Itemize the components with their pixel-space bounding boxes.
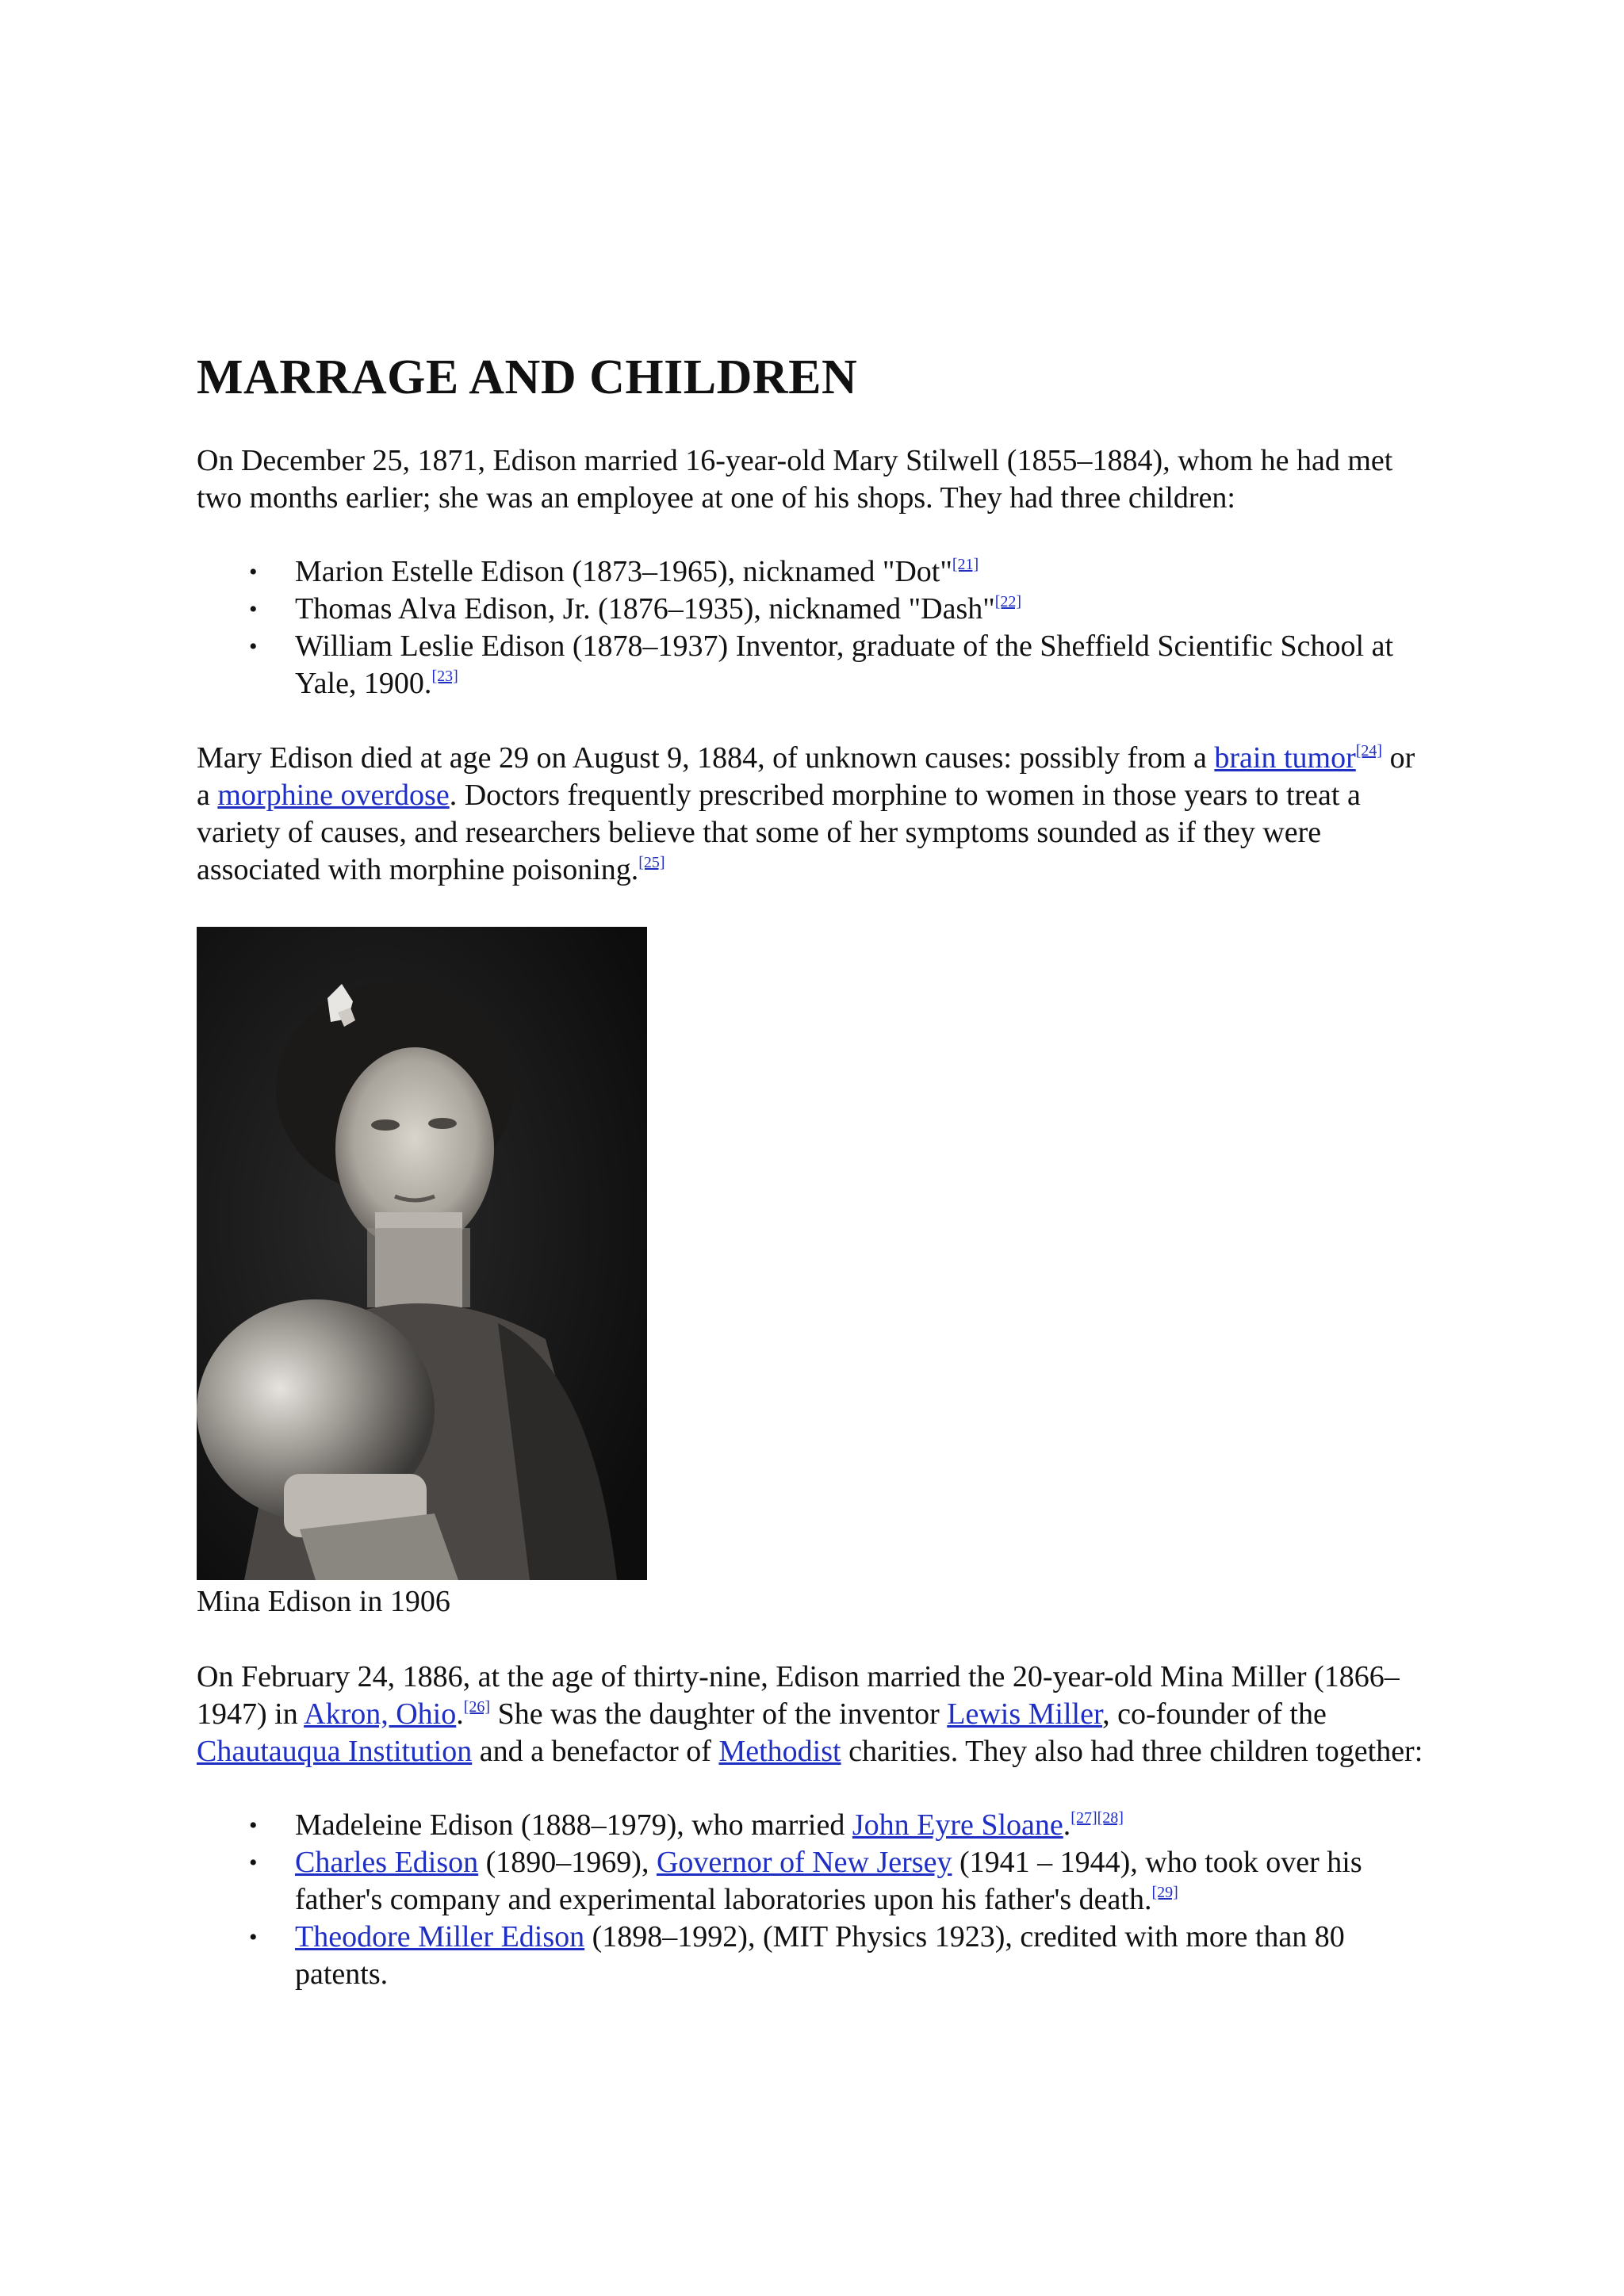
bullet-icon: •: [249, 596, 258, 622]
citation-ref[interactable]: [1151, 1884, 1178, 1901]
text-run: On February 24, 1886, at the age of thirty-nine, Edison married the 20-year-old Mina Miller (1866–1947) in: [197, 1660, 1400, 1731]
bullet-icon: •: [249, 1850, 258, 1876]
citation-link[interactable]: [22]: [994, 593, 1022, 610]
link-charles-edison[interactable]: Charles Edison: [295, 1846, 479, 1879]
text-run: charities. They also had three children together:: [841, 1735, 1423, 1768]
text-run: , co-founder of the: [1102, 1697, 1327, 1731]
citation-ref[interactable]: [952, 556, 979, 573]
citation-link[interactable]: [29]: [1151, 1884, 1178, 1901]
text-run: and a benefactor of: [472, 1735, 719, 1768]
list-item: [197, 1919, 1434, 1993]
paragraph-first-marriage: On December 25, 1871, Edison married 16-year-old Mary Stilwell (1855–1884), whom he had met two months earlier; she was an employee at one of his shops. They had three children:: [197, 444, 1393, 515]
list-item-text: Thomas Alva Edison, Jr. (1876–1935), nicknamed "Dash": [295, 592, 995, 626]
link-john-eyre-sloane[interactable]: John Eyre Sloane: [852, 1808, 1063, 1842]
citation-link[interactable]: [26]: [463, 1698, 491, 1716]
text-run: (1898–1992), (MIT Physics 1923), credited with more than 80 patents.: [295, 1920, 1345, 1991]
citation-link[interactable]: [27][28]: [1071, 1809, 1124, 1827]
children-list-first: [197, 553, 1434, 702]
link-akron-ohio[interactable]: Akron, Ohio: [304, 1697, 457, 1731]
page-title: MARRAGE AND CHILDREN: [197, 350, 858, 404]
text-run: She was the daughter of the inventor: [490, 1697, 948, 1731]
bullet-icon: •: [249, 1812, 258, 1839]
text-run: .: [456, 1697, 464, 1731]
text-run: or a: [197, 741, 1415, 812]
citation-ref[interactable]: [431, 668, 458, 685]
photo-caption: Mina Edison in 1906: [197, 1585, 450, 1618]
citation-ref[interactable]: [464, 1698, 490, 1716]
portrait-photo: [197, 927, 647, 1580]
list-item-text: Marion Estelle Edison (1873–1965), nicknamed "Dot": [295, 555, 952, 588]
citation-ref[interactable]: [1071, 1809, 1124, 1827]
text-run: Mary Edison died at age 29 on August 9, 1884, of unknown causes: possibly from a: [197, 741, 1215, 775]
paragraph-second-marriage: [197, 1659, 1434, 1770]
text-run: (1941 – 1944), who took over his father's company and experimental laboratories upon his father's death.: [295, 1846, 1362, 1916]
citation-link[interactable]: [23]: [431, 668, 458, 685]
link-lewis-miller[interactable]: Lewis Miller: [947, 1697, 1103, 1731]
citation-ref[interactable]: [638, 854, 665, 871]
citation-ref[interactable]: [995, 593, 1021, 610]
citation-link[interactable]: [25]: [638, 854, 665, 871]
portrait-image: [197, 927, 647, 1580]
list-item: [197, 553, 1434, 591]
list-item-text: William Leslie Edison (1878–1937) Inventor, graduate of the Sheffield Scientific School at Yale, 1900.: [295, 629, 1394, 700]
text-run: .: [1063, 1808, 1071, 1842]
list-item: [197, 1844, 1434, 1919]
bullet-icon: •: [249, 1924, 258, 1950]
list-item: [197, 591, 1434, 628]
bullet-icon: •: [249, 633, 258, 660]
text-run: Madeleine Edison (1888–1979), who married: [295, 1808, 852, 1842]
citation-link[interactable]: [24]: [1355, 742, 1383, 760]
link-brain-tumor[interactable]: brain tumor: [1214, 741, 1356, 775]
children-list-second: [197, 1807, 1434, 1993]
list-item: [197, 1807, 1434, 1844]
citation-link[interactable]: [21]: [952, 556, 979, 573]
list-item: [197, 628, 1434, 702]
text-run: (1890–1969),: [478, 1846, 657, 1879]
link-chautauqua-institution[interactable]: Chautauqua Institution: [197, 1735, 473, 1768]
bullet-icon: •: [249, 559, 258, 585]
link-methodist[interactable]: Methodist: [718, 1735, 841, 1768]
text-run: . Doctors frequently prescribed morphine to women in those years to treat a variety of causes, and researchers believe that some of her symptoms sounded as if they were associated with morphine poisoning.: [197, 779, 1361, 886]
article-content: [197, 349, 1434, 1993]
paragraph-mary-death: [197, 740, 1434, 889]
citation-ref[interactable]: [1356, 742, 1382, 760]
link-governor-of-new-jersey[interactable]: Governor of New Jersey: [656, 1846, 952, 1879]
link-theodore-miller-edison[interactable]: Theodore Miller Edison: [295, 1920, 585, 1954]
link-morphine-overdose[interactable]: morphine overdose: [217, 779, 450, 812]
